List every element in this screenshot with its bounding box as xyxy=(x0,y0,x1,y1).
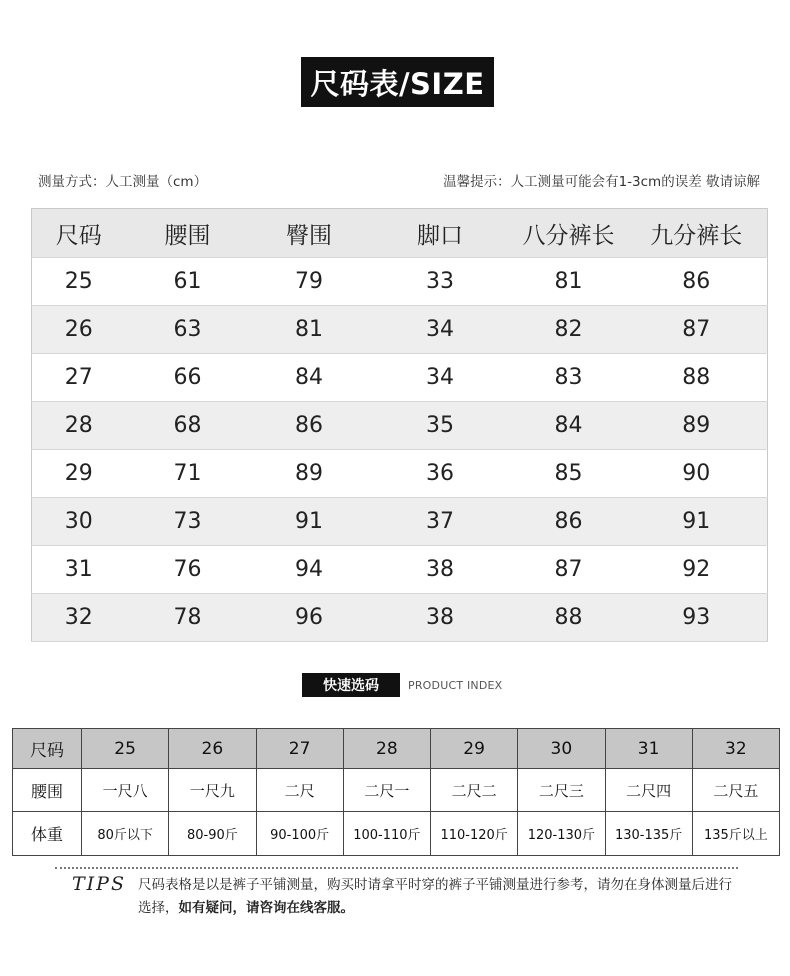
measure-method-note: 测量方式：人工测量（cm） xyxy=(38,174,208,190)
quick-waist-cell: 二尺二 xyxy=(431,769,518,812)
cell-hem: 35 xyxy=(369,402,512,450)
cell-waist: 78 xyxy=(126,594,250,642)
cell-hem: 34 xyxy=(369,306,512,354)
header-cropped-length: 八分裤长 xyxy=(512,209,626,258)
cell-hem: 34 xyxy=(369,354,512,402)
header-waist: 腰围 xyxy=(126,209,250,258)
cell-size: 29 xyxy=(32,450,126,498)
header-size: 尺码 xyxy=(32,209,126,258)
product-index-heading xyxy=(302,673,502,697)
quick-select-table xyxy=(12,728,780,856)
cell-waist: 73 xyxy=(126,498,250,546)
quick-size-cell: 25 xyxy=(82,729,169,769)
quick-waist-row xyxy=(13,769,780,812)
cell-waist: 66 xyxy=(126,354,250,402)
table-row xyxy=(32,402,768,450)
cell-cropped-length: 82 xyxy=(512,306,626,354)
cell-cropped-length: 87 xyxy=(512,546,626,594)
error-tip-note: 温馨提示：人工测量可能会有1-3cm的误差 敬请谅解 xyxy=(443,174,760,190)
quick-weight-cell: 90-100斤 xyxy=(256,812,343,856)
cell-hem: 33 xyxy=(369,258,512,306)
product-index-title-en: PRODUCT INDEX xyxy=(408,678,503,692)
quick-label-weight: 体重 xyxy=(13,812,82,856)
quick-waist-cell: 一尺九 xyxy=(169,769,256,812)
quick-label-waist: 腰围 xyxy=(13,769,82,812)
tips-text xyxy=(138,874,738,920)
table-row xyxy=(32,546,768,594)
table-row xyxy=(32,450,768,498)
quick-weight-cell: 130-135斤 xyxy=(605,812,692,856)
quick-waist-cell: 二尺五 xyxy=(692,769,779,812)
cell-size: 28 xyxy=(32,402,126,450)
cell-hip: 84 xyxy=(250,354,369,402)
cell-waist: 63 xyxy=(126,306,250,354)
quick-waist-cell: 二尺三 xyxy=(518,769,605,812)
quick-weight-cell: 135斤以上 xyxy=(692,812,779,856)
header-ninth-length: 九分裤长 xyxy=(626,209,768,258)
quick-size-cell: 28 xyxy=(343,729,430,769)
size-table-header-row xyxy=(32,209,768,258)
cell-ninth-length: 88 xyxy=(626,354,768,402)
cell-ninth-length: 87 xyxy=(626,306,768,354)
cell-hem: 38 xyxy=(369,546,512,594)
page-title: 尺码表/SIZE xyxy=(301,57,494,107)
cell-ninth-length: 93 xyxy=(626,594,768,642)
cell-hip: 94 xyxy=(250,546,369,594)
quick-waist-cell: 二尺四 xyxy=(605,769,692,812)
cell-hip: 86 xyxy=(250,402,369,450)
cell-waist: 68 xyxy=(126,402,250,450)
table-row xyxy=(32,498,768,546)
cell-hip: 79 xyxy=(250,258,369,306)
quick-weight-cell: 110-120斤 xyxy=(431,812,518,856)
cell-cropped-length: 86 xyxy=(512,498,626,546)
cell-size: 32 xyxy=(32,594,126,642)
quick-weight-cell: 120-130斤 xyxy=(518,812,605,856)
quick-size-cell: 31 xyxy=(605,729,692,769)
cell-ninth-length: 86 xyxy=(626,258,768,306)
table-row xyxy=(32,306,768,354)
cell-ninth-length: 89 xyxy=(626,402,768,450)
quick-label-size: 尺码 xyxy=(13,729,82,769)
tips-emphasis: 如有疑问，请咨询在线客服。 xyxy=(178,900,354,916)
cell-size: 25 xyxy=(32,258,126,306)
header-hem: 脚口 xyxy=(369,209,512,258)
cell-hip: 81 xyxy=(250,306,369,354)
tips-label: TIPS xyxy=(72,873,126,895)
quick-weight-cell: 80-90斤 xyxy=(169,812,256,856)
cell-cropped-length: 81 xyxy=(512,258,626,306)
quick-size-cell: 32 xyxy=(692,729,779,769)
quick-size-cell: 29 xyxy=(431,729,518,769)
quick-weight-cell: 100-110斤 xyxy=(343,812,430,856)
quick-waist-cell: 二尺 xyxy=(256,769,343,812)
quick-size-cell: 27 xyxy=(256,729,343,769)
cell-cropped-length: 85 xyxy=(512,450,626,498)
quick-weight-row xyxy=(13,812,780,856)
cell-size: 30 xyxy=(32,498,126,546)
cell-hem: 36 xyxy=(369,450,512,498)
cell-size: 31 xyxy=(32,546,126,594)
cell-size: 26 xyxy=(32,306,126,354)
cell-waist: 76 xyxy=(126,546,250,594)
cell-hem: 38 xyxy=(369,594,512,642)
table-row xyxy=(32,354,768,402)
cell-hip: 89 xyxy=(250,450,369,498)
quick-size-cell: 30 xyxy=(518,729,605,769)
tips-divider xyxy=(55,867,738,869)
cell-waist: 61 xyxy=(126,258,250,306)
size-table xyxy=(31,208,768,642)
cell-ninth-length: 92 xyxy=(626,546,768,594)
product-index-title-zh: 快速选码 xyxy=(302,673,400,697)
cell-hip: 96 xyxy=(250,594,369,642)
cell-cropped-length: 88 xyxy=(512,594,626,642)
cell-ninth-length: 91 xyxy=(626,498,768,546)
quick-size-row xyxy=(13,729,780,769)
cell-hem: 37 xyxy=(369,498,512,546)
quick-weight-cell: 80斤以下 xyxy=(82,812,169,856)
cell-waist: 71 xyxy=(126,450,250,498)
header-hip: 臀围 xyxy=(250,209,369,258)
cell-size: 27 xyxy=(32,354,126,402)
table-row xyxy=(32,594,768,642)
cell-cropped-length: 84 xyxy=(512,402,626,450)
tips-body: 尺码表格是以是裤子平铺测量，购买时请拿平时穿的裤子平铺测量进行参考，请勿在身体测量后进行选择， xyxy=(138,877,732,916)
quick-waist-cell: 二尺一 xyxy=(343,769,430,812)
cell-hip: 91 xyxy=(250,498,369,546)
quick-size-cell: 26 xyxy=(169,729,256,769)
cell-cropped-length: 83 xyxy=(512,354,626,402)
cell-ninth-length: 90 xyxy=(626,450,768,498)
quick-waist-cell: 一尺八 xyxy=(82,769,169,812)
table-row xyxy=(32,258,768,306)
